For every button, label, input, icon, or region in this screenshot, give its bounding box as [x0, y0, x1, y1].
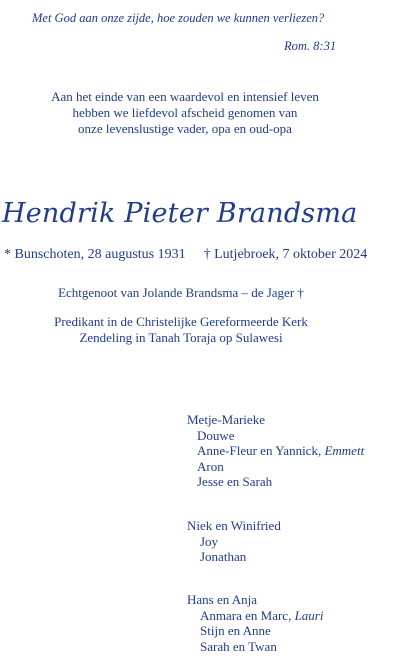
- family-group: [187, 592, 323, 654]
- family-member-name: Anne-Fleur en Yannick,: [197, 443, 325, 458]
- intro-line: hebben we liefdevol afscheid genomen van: [72, 105, 298, 120]
- verse-reference: Rom. 8:31: [284, 39, 337, 53]
- family-member-name: Jonathan: [200, 549, 247, 564]
- birth-date: * Bunschoten, 28 augustus 1931: [4, 247, 186, 262]
- great-grandchild-name: Emmett: [324, 443, 365, 458]
- family-member: [187, 639, 323, 655]
- family-member-name: Aron: [197, 458, 224, 474]
- family-group: [187, 412, 364, 490]
- family-group: [187, 518, 281, 565]
- family-member-name: Sarah en Twan: [200, 638, 277, 654]
- family-member: [187, 623, 323, 639]
- family-member-name: Joy: [200, 533, 219, 549]
- career-line: Zendeling in Tanah Toraja op Sulawesi: [79, 330, 283, 345]
- bible-verse: Met God aan onze zijde, hoe zouden we kunnen verliezen?: [32, 11, 325, 25]
- family-member: [187, 608, 323, 624]
- intro-line: Aan het einde van een waardevol en intensief leven: [51, 89, 319, 104]
- family-member-name: Anmara en Marc,: [200, 607, 295, 623]
- family-member: [187, 459, 364, 475]
- family-member: [187, 474, 364, 490]
- career-line: Predikant in de Christelijke Gereformeerde Kerk: [54, 314, 308, 329]
- great-grandchild-name: Lauri: [294, 607, 324, 623]
- life-dates: [4, 247, 367, 263]
- family-head: Hans en Anja: [187, 592, 258, 607]
- family-head: Niek en Winifried: [187, 518, 281, 533]
- death-date: † Lutjebroek, 7 oktober 2024: [203, 247, 368, 262]
- family-member-name: Stijn en Anne: [200, 623, 271, 638]
- intro-text: [0, 89, 370, 137]
- family-member: [187, 428, 364, 444]
- spouse-line: Echtgenoot van Jolande Brandsma – de Jager †: [58, 285, 304, 300]
- career-text: [0, 314, 362, 346]
- intro-line: onze levenslustige vader, opa en oud-opa: [78, 121, 292, 136]
- deceased-name: Hendrik Pieter Brandsma: [2, 198, 358, 229]
- family-head: Metje-Marieke: [187, 412, 265, 427]
- family-member-name: Douwe: [197, 427, 235, 443]
- family-member: [187, 443, 364, 459]
- family-member: [187, 534, 281, 550]
- family-member-name: Jesse en Sarah: [197, 474, 273, 489]
- family-member: [187, 549, 281, 565]
